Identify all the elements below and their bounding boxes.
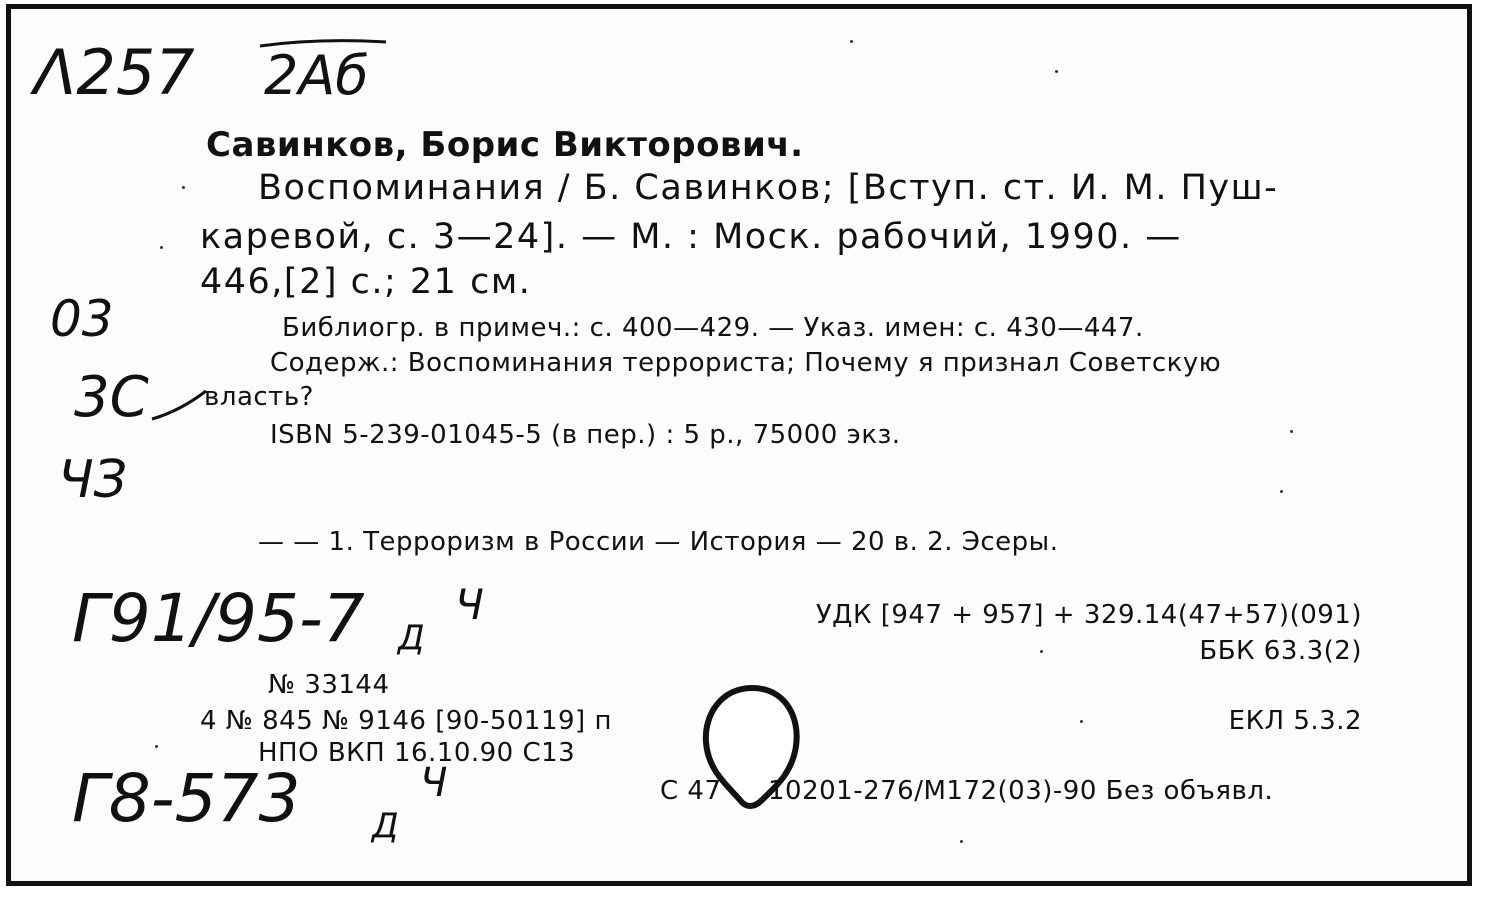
bibliography-note: Библиогр. в примеч.: с. 400—429. — Указ. имен: с. 430—447. bbox=[282, 313, 1144, 343]
author-heading: Савинков, Борис Викторович. bbox=[206, 125, 804, 165]
scan-speck bbox=[850, 40, 853, 43]
print-line-2: НПО ВКП 16.10.90 С13 bbox=[258, 738, 576, 768]
handwritten-stroke bbox=[150, 385, 210, 425]
title-line-2: каревой, с. 3—24]. — М. : Моск. рабочий, 1990. — bbox=[200, 217, 1182, 257]
handwritten-inventory-1-suffix: Ч bbox=[455, 580, 484, 629]
scan-speck bbox=[1040, 650, 1043, 653]
handwritten-note-3c: 3С bbox=[74, 365, 149, 430]
handwritten-note-43: ЧЗ bbox=[58, 450, 127, 510]
handwritten-inventory-2: Г8-573 bbox=[72, 760, 301, 837]
handwritten-inventory-1: Г91/95-7 bbox=[72, 580, 365, 657]
title-line-3: 446,[2] с.; 21 см. bbox=[200, 262, 532, 302]
handwritten-shelf-mark: Λ257 bbox=[34, 36, 195, 109]
contents-line-2: власть? bbox=[204, 382, 314, 412]
subject-headings: — — 1. Терроризм в России — История — 20 в. 2. Эсеры. bbox=[258, 527, 1059, 557]
bbk-index: ББК 63.3(2) bbox=[1199, 636, 1362, 666]
publisher-code: 10201-276/М172(03)-90 Без объявл. bbox=[768, 776, 1274, 806]
title-line-1: Воспоминания / Б. Савинков; [Вступ. ст. И. М. Пуш- bbox=[258, 168, 1279, 208]
handwritten-inventory-1-sub: Д bbox=[398, 618, 425, 658]
handwritten-note-03: 03 bbox=[50, 290, 114, 348]
isbn-line: ISBN 5-239-01045-5 (в пер.) : 5 р., 75000 экз. bbox=[270, 420, 901, 450]
print-line-1: 4 № 845 № 9146 [90-50119] п bbox=[200, 706, 612, 736]
udk-index: УДК [947 + 957] + 329.14(47+57)(091) bbox=[815, 600, 1362, 630]
scan-speck bbox=[1080, 720, 1083, 723]
scan-speck bbox=[160, 246, 163, 249]
scan-speck bbox=[960, 840, 963, 843]
handwritten-inventory-2-sub: Д bbox=[372, 806, 399, 846]
scan-speck bbox=[1055, 70, 1058, 73]
scan-speck bbox=[1290, 430, 1293, 433]
card-number: № 33144 bbox=[268, 670, 390, 700]
scan-speck bbox=[182, 186, 185, 189]
scan-speck bbox=[155, 745, 158, 748]
handwritten-shelf-mark-2: 2Аб bbox=[264, 44, 369, 107]
ekl-index: ЕКЛ 5.3.2 bbox=[1228, 706, 1362, 736]
scan-speck bbox=[1280, 490, 1283, 493]
handwritten-inventory-2-suffix: Ч bbox=[420, 760, 448, 806]
contents-line-1: Содерж.: Воспоминания террориста; Почему я признал Советскую bbox=[270, 348, 1222, 378]
publisher-code-prefix: С 47 bbox=[660, 776, 722, 806]
